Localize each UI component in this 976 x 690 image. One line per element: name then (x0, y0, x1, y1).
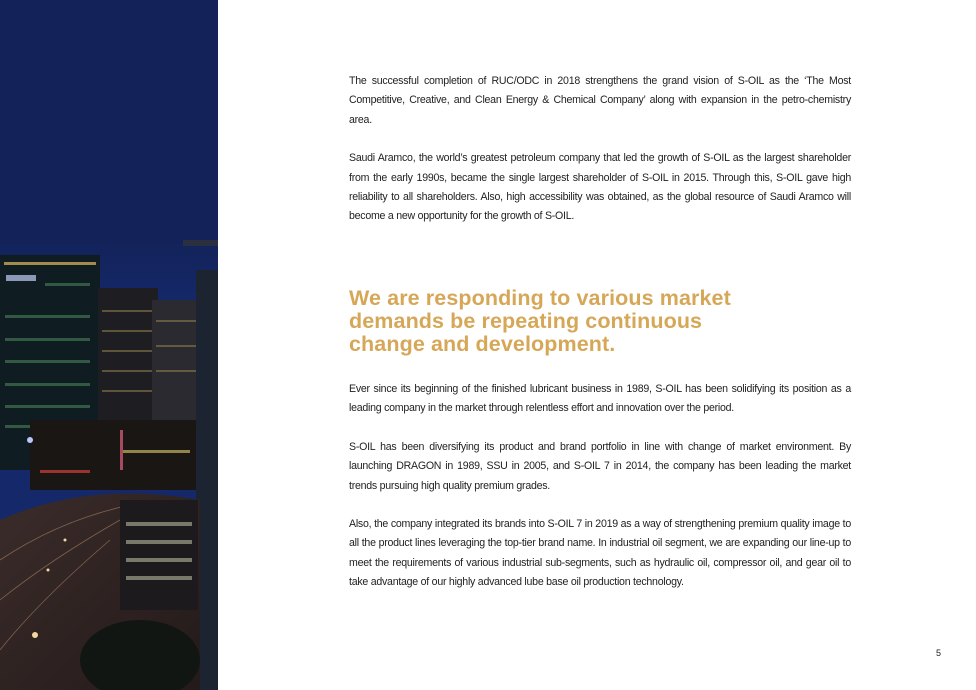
page-number: 5 (936, 648, 942, 658)
intro-paragraph: The successful completion of RUC/ODC in 2018 strengthens the grand vision of S-OIL as the ‘The Most Competitive, Creative, and Clean Energy & Chemical Company’ along with expansion in the petro-chemistry area. (349, 75, 851, 126)
body-paragraph: S-OIL has been diversifying its product and brand portfolio in line with change of market environment. By launching DRAGON in 1989, SSU in 2005, and S-OIL 7 in 2014, the company has been leading the market trends pursuing high quality premium grades. (349, 440, 851, 492)
body-paragraph: Ever since its beginning of the finished lubricant business in 1989, S-OIL has been solidifying its position as a leading company in the market through relentless effort and innovation over the period. (349, 383, 851, 415)
section-headline (349, 287, 849, 356)
city-skyline-illustration (0, 0, 218, 690)
headline-line: We are responding to various market (349, 286, 731, 310)
building-middle (98, 288, 158, 428)
headline-line: change and development. (349, 332, 616, 356)
body-paragraph: Also, the company integrated its brands into S-OIL 7 in 2019 as a way of strengthening premium quality image to all the product lines leveraging the top-tier brand name. In industrial oil segment, we are expanding our line-up to meet the requirements of various industrial sub-segments, such as hydraulic oil, compressor oil, and gear oil to take advantage of our highly advanced lube base oil production technology. (349, 518, 851, 589)
city-night-photo (0, 0, 218, 690)
intro-section (349, 72, 851, 227)
headline-line: demands be repeating continuous (349, 309, 703, 333)
body-section (349, 380, 851, 593)
intro-paragraph: Saudi Aramco, the world’s greatest petroleum company that led the growth of S-OIL as the largest shareholder from the early 1990s, became the single largest shareholder of S-OIL in 2015. Through this, S-OIL gave high reliability to all shareholders. Also, high accessibility was obtained, as the global resource of Saudi Aramco will become a new opportunity for the growth of S-OIL. (349, 152, 851, 223)
